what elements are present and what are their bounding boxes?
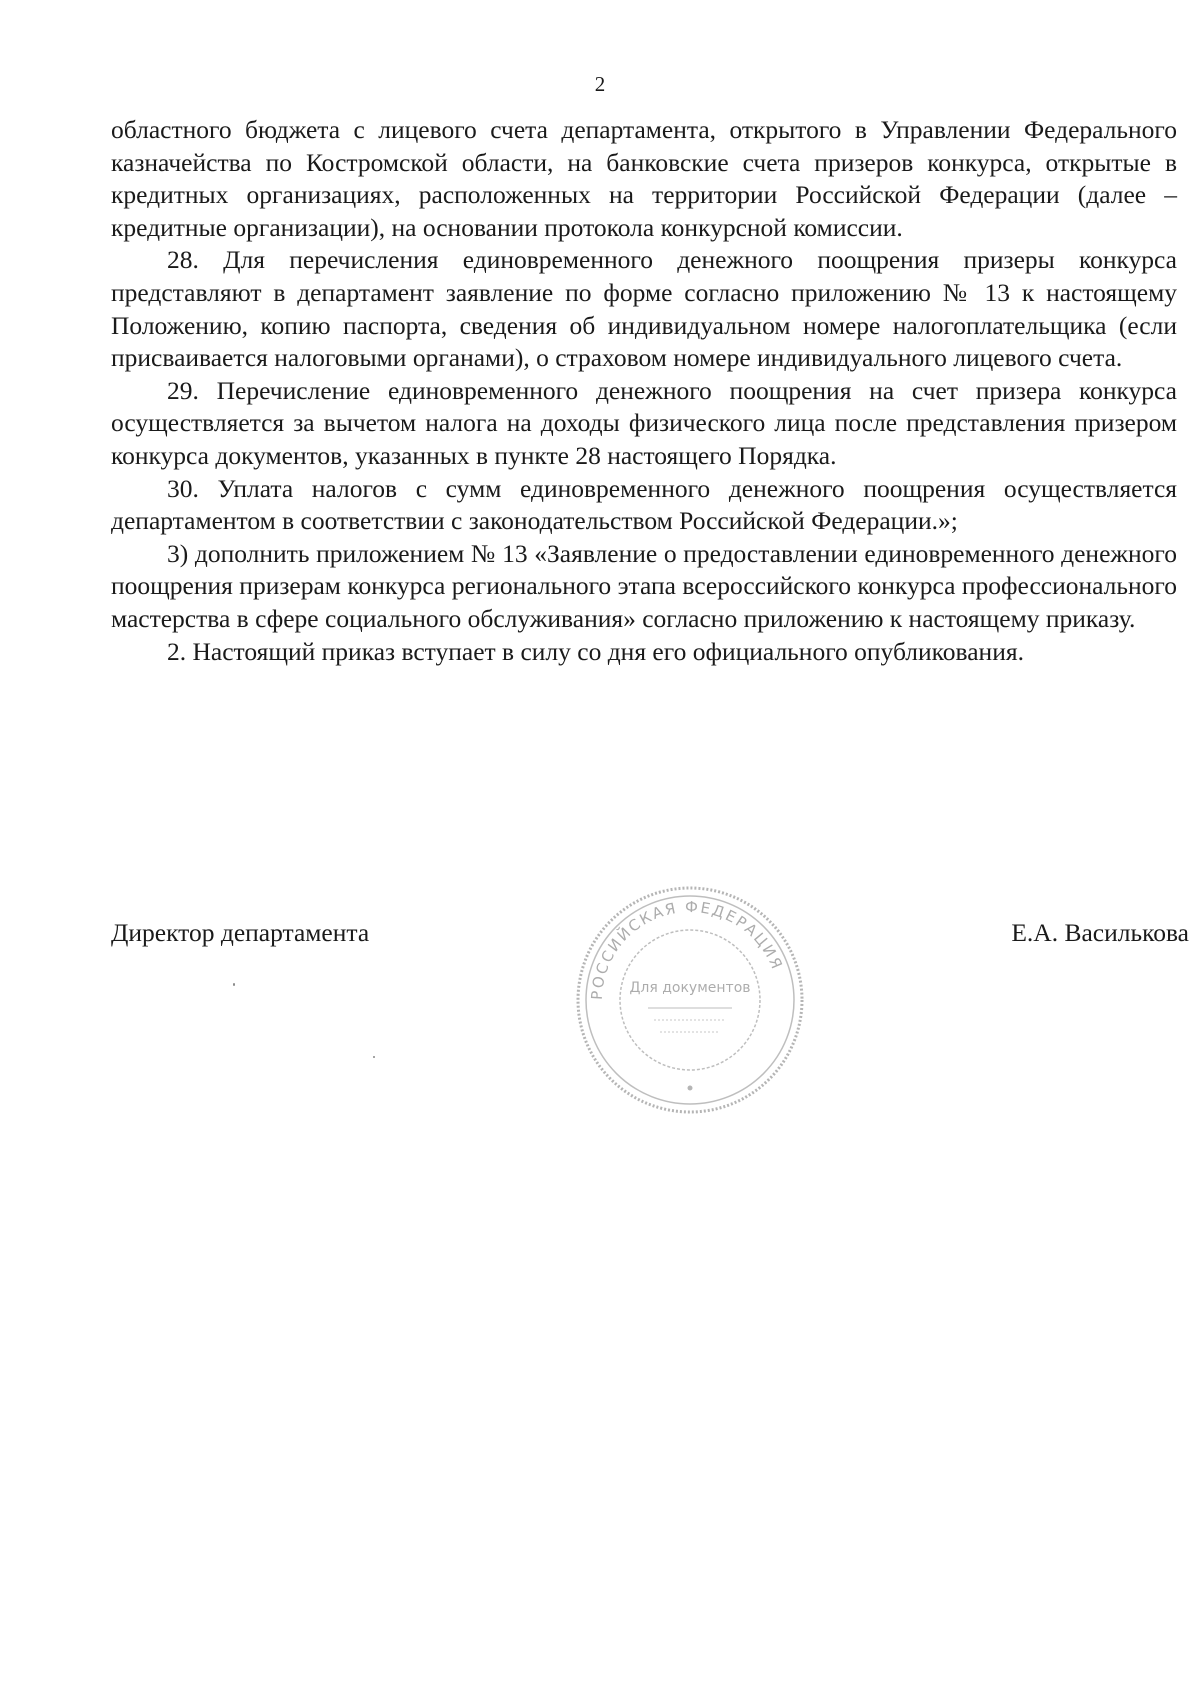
stamp-outer-text: РОССИЙСКАЯ ФЕДЕРАЦИЯ [587,897,787,1001]
signer-title: Директор департамента [111,918,370,947]
paragraph-point-2: 2. Настоящий приказ вступает в силу со дня его официального опубликования. [167,636,1024,666]
paragraph-item-29: 29. Перечисление единовременного денежного поощрения на счет призера конкурса осуществляется за вычетом налога на доходы физического лица после представления призером конкурса документов, указанных в пункте 28 настоящего Порядка. [111,375,1177,470]
paragraph-subitem-3: 3) дополнить приложением № 13 «Заявление о предоставлении единовременного денежного поощрения призерам конкурса регионального этапа всероссийского конкурса профессионального мастерства в сфере социального обслуживания» согласно приложению к настоящему приказу. [111,538,1177,633]
paragraph-item-30: 30. Уплата налогов с сумм единовременного денежного поощрения осуществляется департаментом в соответствии с законодательством Российской Федерации.»; [111,473,1177,536]
page-number: 2 [594,72,606,96]
paragraph-continuation: областного бюджета с лицевого счета департамента, открытого в Управлении Федерального казначейства по Костромской области, на банковские счета призеров конкурса, открытые в кредитных организациях, расположенных на территории Российской Федерации (далее – кредитные организации), на основании протокола конкурсной комиссии. [111,115,1177,242]
stamp-center-text: Для документов [629,980,751,996]
scan-speck [233,983,235,986]
scan-speck [373,1056,375,1058]
document-body [111,114,1177,668]
signer-name: Е.А. Василькова [1011,918,1189,947]
official-stamp [570,880,810,1120]
paragraph-item-28: 28. Для перечисления единовременного денежного поощрения призеры конкурса представляют в департамент заявление по форме согласно приложению № 13 к настоящему Положению, копию паспорта, сведения об индивидуальном номере налогоплательщика (если присваивается налоговыми органами), о страховом номере индивидуального лицевого счета. [111,245,1177,373]
